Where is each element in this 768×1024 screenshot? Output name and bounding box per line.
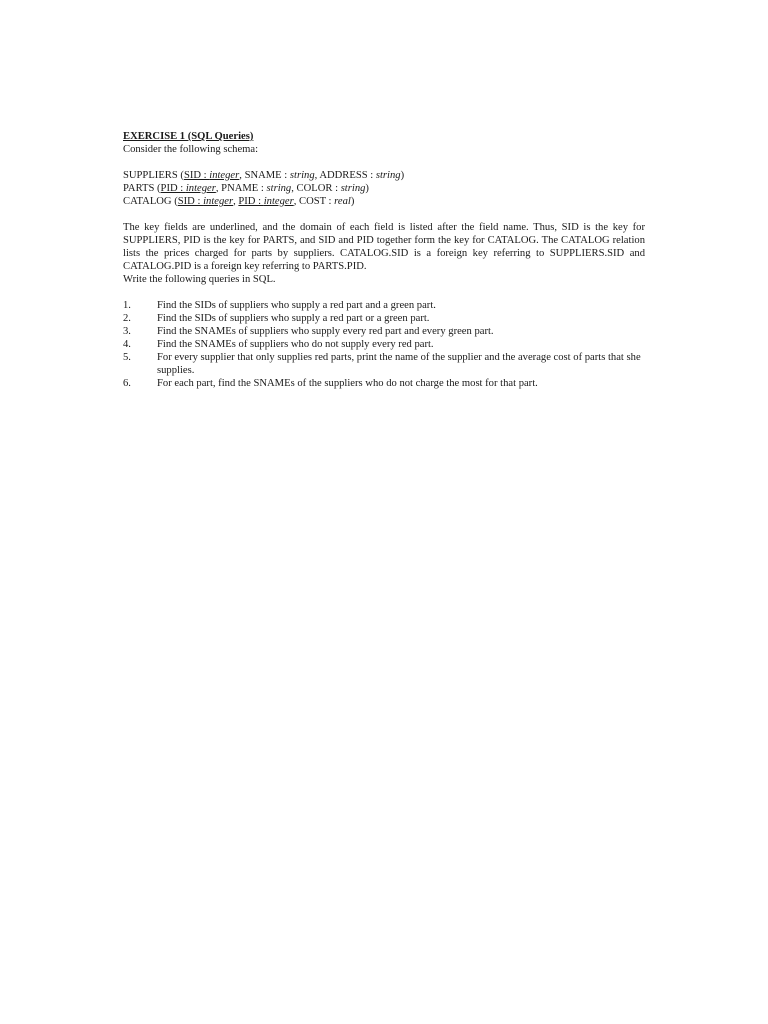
item-text: Find the SNAMEs of suppliers who supply every red part and every green part. <box>157 326 494 337</box>
paren: ) <box>365 183 369 194</box>
list-item <box>123 377 645 390</box>
exercise-title: EXERCISE 1 (SQL Queries) <box>123 131 254 142</box>
field-text: , PNAME : <box>215 183 267 194</box>
list-item <box>123 299 645 312</box>
description-paragraph: The key fields are underlined, and the domain of each field is listed after the field name. Thus, SID is the key for SUPPLIERS, PID is the key for PARTS, and SID and PID together form the key for CATALOG. The CATALOG relation lists the prices charged for parts by suppliers. CATALOG.SID is a foreign key referring to SUPPLIERS.SID and CATALOG.PID is a foreign key referring to PARTS.PID. <box>123 222 645 272</box>
item-number: 1. <box>123 300 131 311</box>
key-field: PID : integer <box>238 196 294 207</box>
paren: ) <box>400 170 405 181</box>
list-item <box>123 351 645 377</box>
instruction-text: Write the following queries in SQL. <box>123 274 276 285</box>
relation-name: CATALOG ( <box>123 196 178 207</box>
field-type: string <box>375 170 401 181</box>
item-text: Find the SIDs of suppliers who supply a red part or a green part. <box>157 313 430 324</box>
paren: ) <box>350 196 355 207</box>
item-text: For each part, find the SNAMEs of the suppliers who do not charge the most for that part. <box>157 378 538 389</box>
item-text: For every supplier that only supplies red parts, print the name of the supplier and the average cost of parts that she supplies. <box>157 352 641 376</box>
item-number: 2. <box>123 313 131 324</box>
item-number: 5. <box>123 352 131 363</box>
field-type: string <box>266 183 292 194</box>
relation-name: PARTS ( <box>123 183 161 194</box>
item-number: 4. <box>123 339 131 350</box>
key-field: SID : integer <box>177 196 234 207</box>
schema-block <box>123 169 645 208</box>
schema-suppliers <box>123 169 645 182</box>
list-item <box>123 338 645 351</box>
item-text: Find the SNAMEs of suppliers who do not supply every red part. <box>157 339 434 350</box>
schema-parts <box>123 182 645 195</box>
list-item <box>123 312 645 325</box>
field-text: , SNAME : <box>239 170 290 181</box>
item-text: Find the SIDs of suppliers who supply a red part and a green part. <box>157 300 436 311</box>
key-field: SID : integer <box>183 170 240 181</box>
field-type: string <box>340 183 366 194</box>
item-number: 3. <box>123 326 131 337</box>
field-type: string <box>289 170 315 181</box>
key-field: PID : integer <box>160 183 216 194</box>
list-item <box>123 325 645 338</box>
field-text: , ADDRESS : <box>314 170 376 181</box>
exercise-content <box>123 130 645 390</box>
relation-name: SUPPLIERS ( <box>123 170 184 181</box>
item-number: 6. <box>123 378 131 389</box>
intro-text: Consider the following schema: <box>123 144 259 155</box>
field-type: real <box>334 196 351 207</box>
query-list <box>123 299 645 390</box>
field-text: , COST : <box>293 196 335 207</box>
field-text: , <box>233 196 239 207</box>
field-text: , COLOR : <box>291 183 341 194</box>
schema-catalog <box>123 195 645 208</box>
